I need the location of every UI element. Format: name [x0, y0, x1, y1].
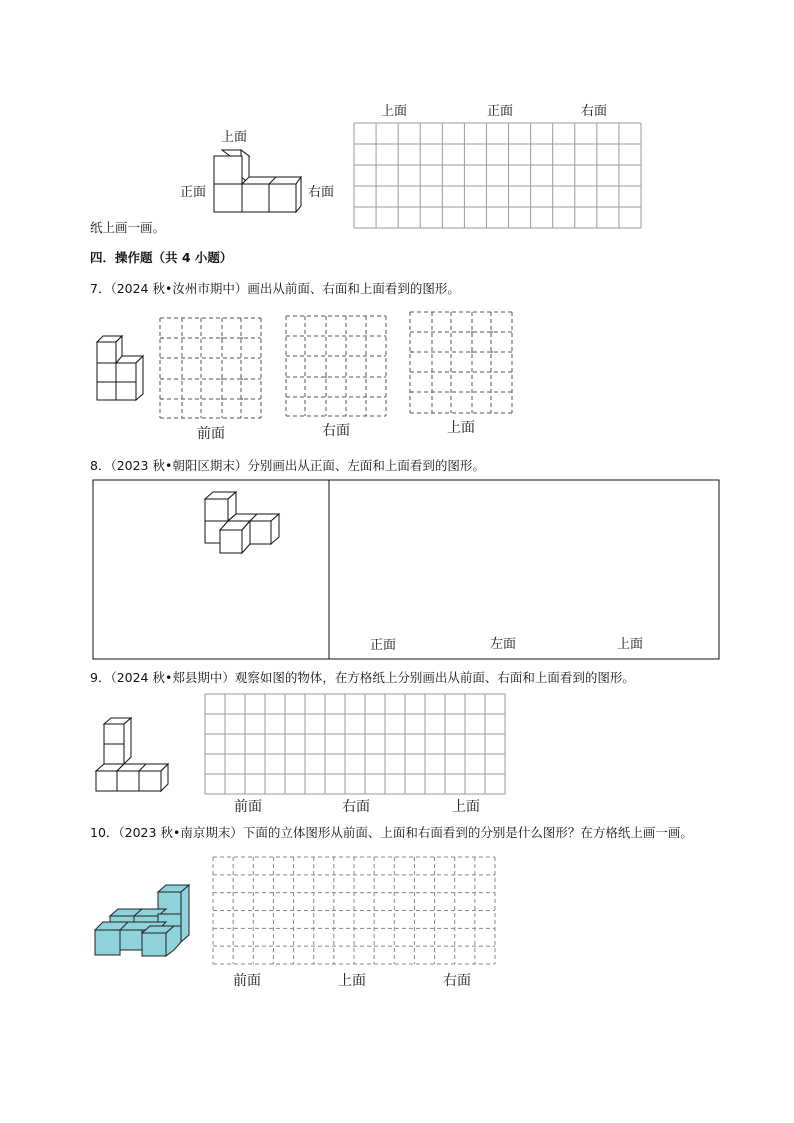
q8-label-1: 正面: [370, 638, 397, 653]
q9-label-2: 右面: [342, 799, 370, 815]
q7-label-2: 右面: [322, 423, 350, 439]
q6-grid-label-2: 正面: [487, 104, 514, 119]
q6-label-front: 正面: [180, 185, 207, 200]
q6-grid-label-1: 上面: [381, 104, 408, 119]
q6-label-top: 上面: [221, 130, 248, 145]
q8-label-3: 上面: [617, 637, 644, 652]
q7-label-3: 上面: [447, 420, 475, 436]
q8-label-2: 左面: [490, 637, 517, 652]
section-title: 四．操作题（共 4 小题）: [90, 250, 233, 265]
q8-text: 8．（2023 秋•朝阳区期末）分别画出从正面、左面和上面看到的图形。: [90, 458, 485, 473]
q10-label-2: 上面: [338, 973, 366, 989]
q6-grid-label-3: 右面: [581, 104, 608, 119]
q9-label-3: 上面: [452, 799, 480, 815]
q10-label-3: 右面: [443, 973, 471, 989]
q6-trailing-text: 纸上画一画。: [90, 220, 166, 235]
q10-label-1: 前面: [233, 973, 261, 989]
q10-text: 10．（2023 秋•南京期末）下面的立体图形从前面、上面和右面看到的分别是什么图形？在方格纸上画一画。: [90, 825, 693, 840]
q7-label-1: 前面: [197, 426, 225, 442]
q9-label-1: 前面: [234, 799, 262, 815]
q7-text: 7．（2024 秋•汝州市期中）画出从前面、右面和上面看到的图形。: [90, 281, 460, 296]
q6-label-right: 右面: [308, 185, 335, 200]
q9-text: 9．（2024 秋•郏县期中）观察如图的物体，在方格纸上分别画出从前面、右面和上面看到的图形。: [90, 670, 635, 685]
